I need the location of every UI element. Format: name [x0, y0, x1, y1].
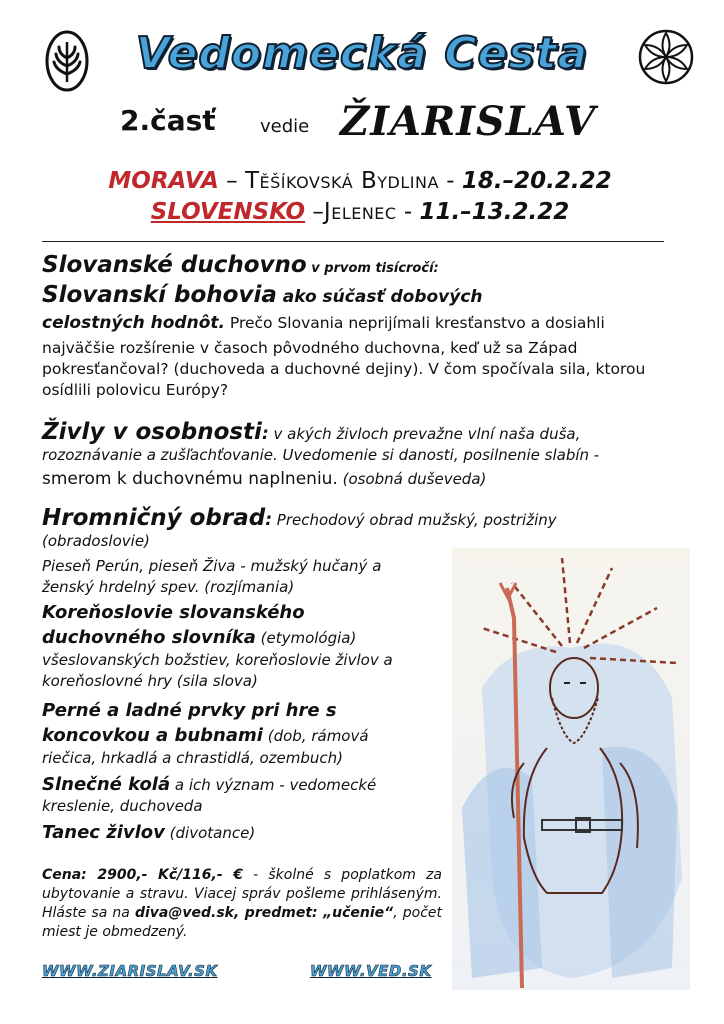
section-text: (divotance) — [164, 824, 256, 842]
part-label: 2.časť — [120, 104, 216, 137]
section-text: (dob, rámová riečica, hrkadlá a chrastidlá, ozembuch) — [42, 727, 369, 767]
event-slovensko: SLOVENSKO –Jelenec - 11.–13.2.22 — [150, 199, 570, 225]
divider — [42, 241, 664, 242]
section-title: Perné a ladné prvky pri hre s koncovkou a bubnami — [42, 700, 337, 746]
section-piesne: Pieseň Perún, pieseň Živa - mužský hučaný a ženský hrdelný spev. (rozjímania) — [42, 557, 382, 596]
price-info: Cena: 2900,- Kč/116,- € - školné s poplatkom za ubytovanie a stravu. Viacej správ pošleme prihláseným. Hláste sa na diva@ved.sk, predmet: „učenie“, počet miest je obmedzený. — [42, 867, 442, 940]
section-hromnicny-obrad: Hromničný obrad: Prechodový obrad mužský, postrižiny (obradoslovie) — [42, 505, 557, 550]
leaf-icon — [44, 30, 90, 92]
section-title: Slovanské duchovno — [42, 252, 307, 278]
section-bohovia: Slovanskí bohovia ako súčasť dobových celostných hodnôt. Prečo Slovania neprijímali kresťanstvo a dosiahli najväčšie rozšírenie v časoch pôvodného duchovna, keď už sa Západ pokresťančoval? (duchoveda a duchovné dejiny). V čom spočívala sila, ktorou osídlili polovicu Európy? — [42, 282, 646, 399]
event-country: SLOVENSKO — [150, 199, 306, 225]
section-text: všeslovanských božstiev, koreňoslovie živlov a koreňoslovné hry (sila slova) — [42, 651, 393, 690]
subject-label: „učenie“ — [323, 905, 394, 921]
flower-of-life-icon — [637, 28, 695, 86]
contact-email[interactable]: diva@ved.sk — [134, 905, 234, 921]
event-country: MORAVA — [108, 168, 219, 194]
section-title: Slovanskí bohovia — [42, 282, 277, 308]
perun-illustration — [452, 548, 690, 990]
event-place: Těšíkovská Bydlina — [244, 168, 439, 194]
section-slnecne-kola — [42, 774, 422, 817]
section-title: Hromničný obrad — [42, 505, 266, 531]
section-text: Pieseň Perún, pieseň Živa - mužský hučaný a ženský hrdelný spev. — [42, 557, 382, 596]
section-text: v akých živloch prevažne vlní naša duša, rozoznávanie a zušľachťovanie. Uvedomenie si danosti, posilnenie slabín - — [42, 425, 600, 464]
section-title: Slnečné kolá — [42, 774, 171, 795]
section-title: Živly v osobnosti — [42, 419, 262, 445]
section-perne-prvky — [42, 698, 422, 769]
event-date: 18.–20.2.22 — [461, 168, 612, 194]
price-label: Cena: 2900,- Kč/116,- € — [42, 867, 243, 883]
section-title: Koreňoslovie slovanského duchovného slovníka — [42, 602, 305, 648]
event-morava: MORAVA – Těšíkovská Bydlina - 18.–20.2.22 — [108, 168, 612, 194]
section-slovanske-duchovno: Slovanské duchovno v prvom tisícročí: — [42, 252, 439, 278]
link-ziarislav[interactable]: WWW.ZIARISLAV.SK — [42, 962, 218, 980]
section-zivly: Živly v osobnosti: v akých živloch prevažne vlní naša duša, rozoznávanie a zušľachťovanie. Uvedomenie si danosti, posilnenie slabín - smerom k duchovnému naplneniu. (osobná duševeda) — [42, 419, 600, 489]
subtitle-row — [120, 100, 620, 144]
vedie-label: vedie — [260, 116, 310, 137]
section-text: Prechodový obrad mužský, postrižiny — [272, 511, 557, 529]
page-title: Vedomecká Cesta — [135, 28, 589, 79]
section-title: Tanec živlov — [42, 822, 165, 843]
leader-name: ŽIARISLAV — [340, 98, 597, 145]
event-place: Jelenec — [323, 199, 397, 225]
section-text: a ich význam - vedomecké kreslenie, duchoveda — [42, 776, 377, 815]
section-tanec — [42, 822, 422, 844]
link-ved[interactable]: WWW.VED.SK — [310, 962, 432, 980]
section-korenoslovie: Koreňoslovie slovanského duchovného slovníka (etymológia) všeslovanských božstiev, koreňoslovie živlov a koreňoslovné hry (sila slova) — [42, 602, 393, 690]
event-date: 11.–13.2.22 — [419, 199, 570, 225]
section-text: Prečo Slovania neprijímali kresťanstvo a dosiahli najväčšie rozšírenie v časoch pôvodného duchovna, keď už sa Západ pokresťančoval? (duchoveda a duchovné dejiny). V čom spočívala sila, ktorou osídlili polovicu Európy? — [42, 314, 646, 399]
